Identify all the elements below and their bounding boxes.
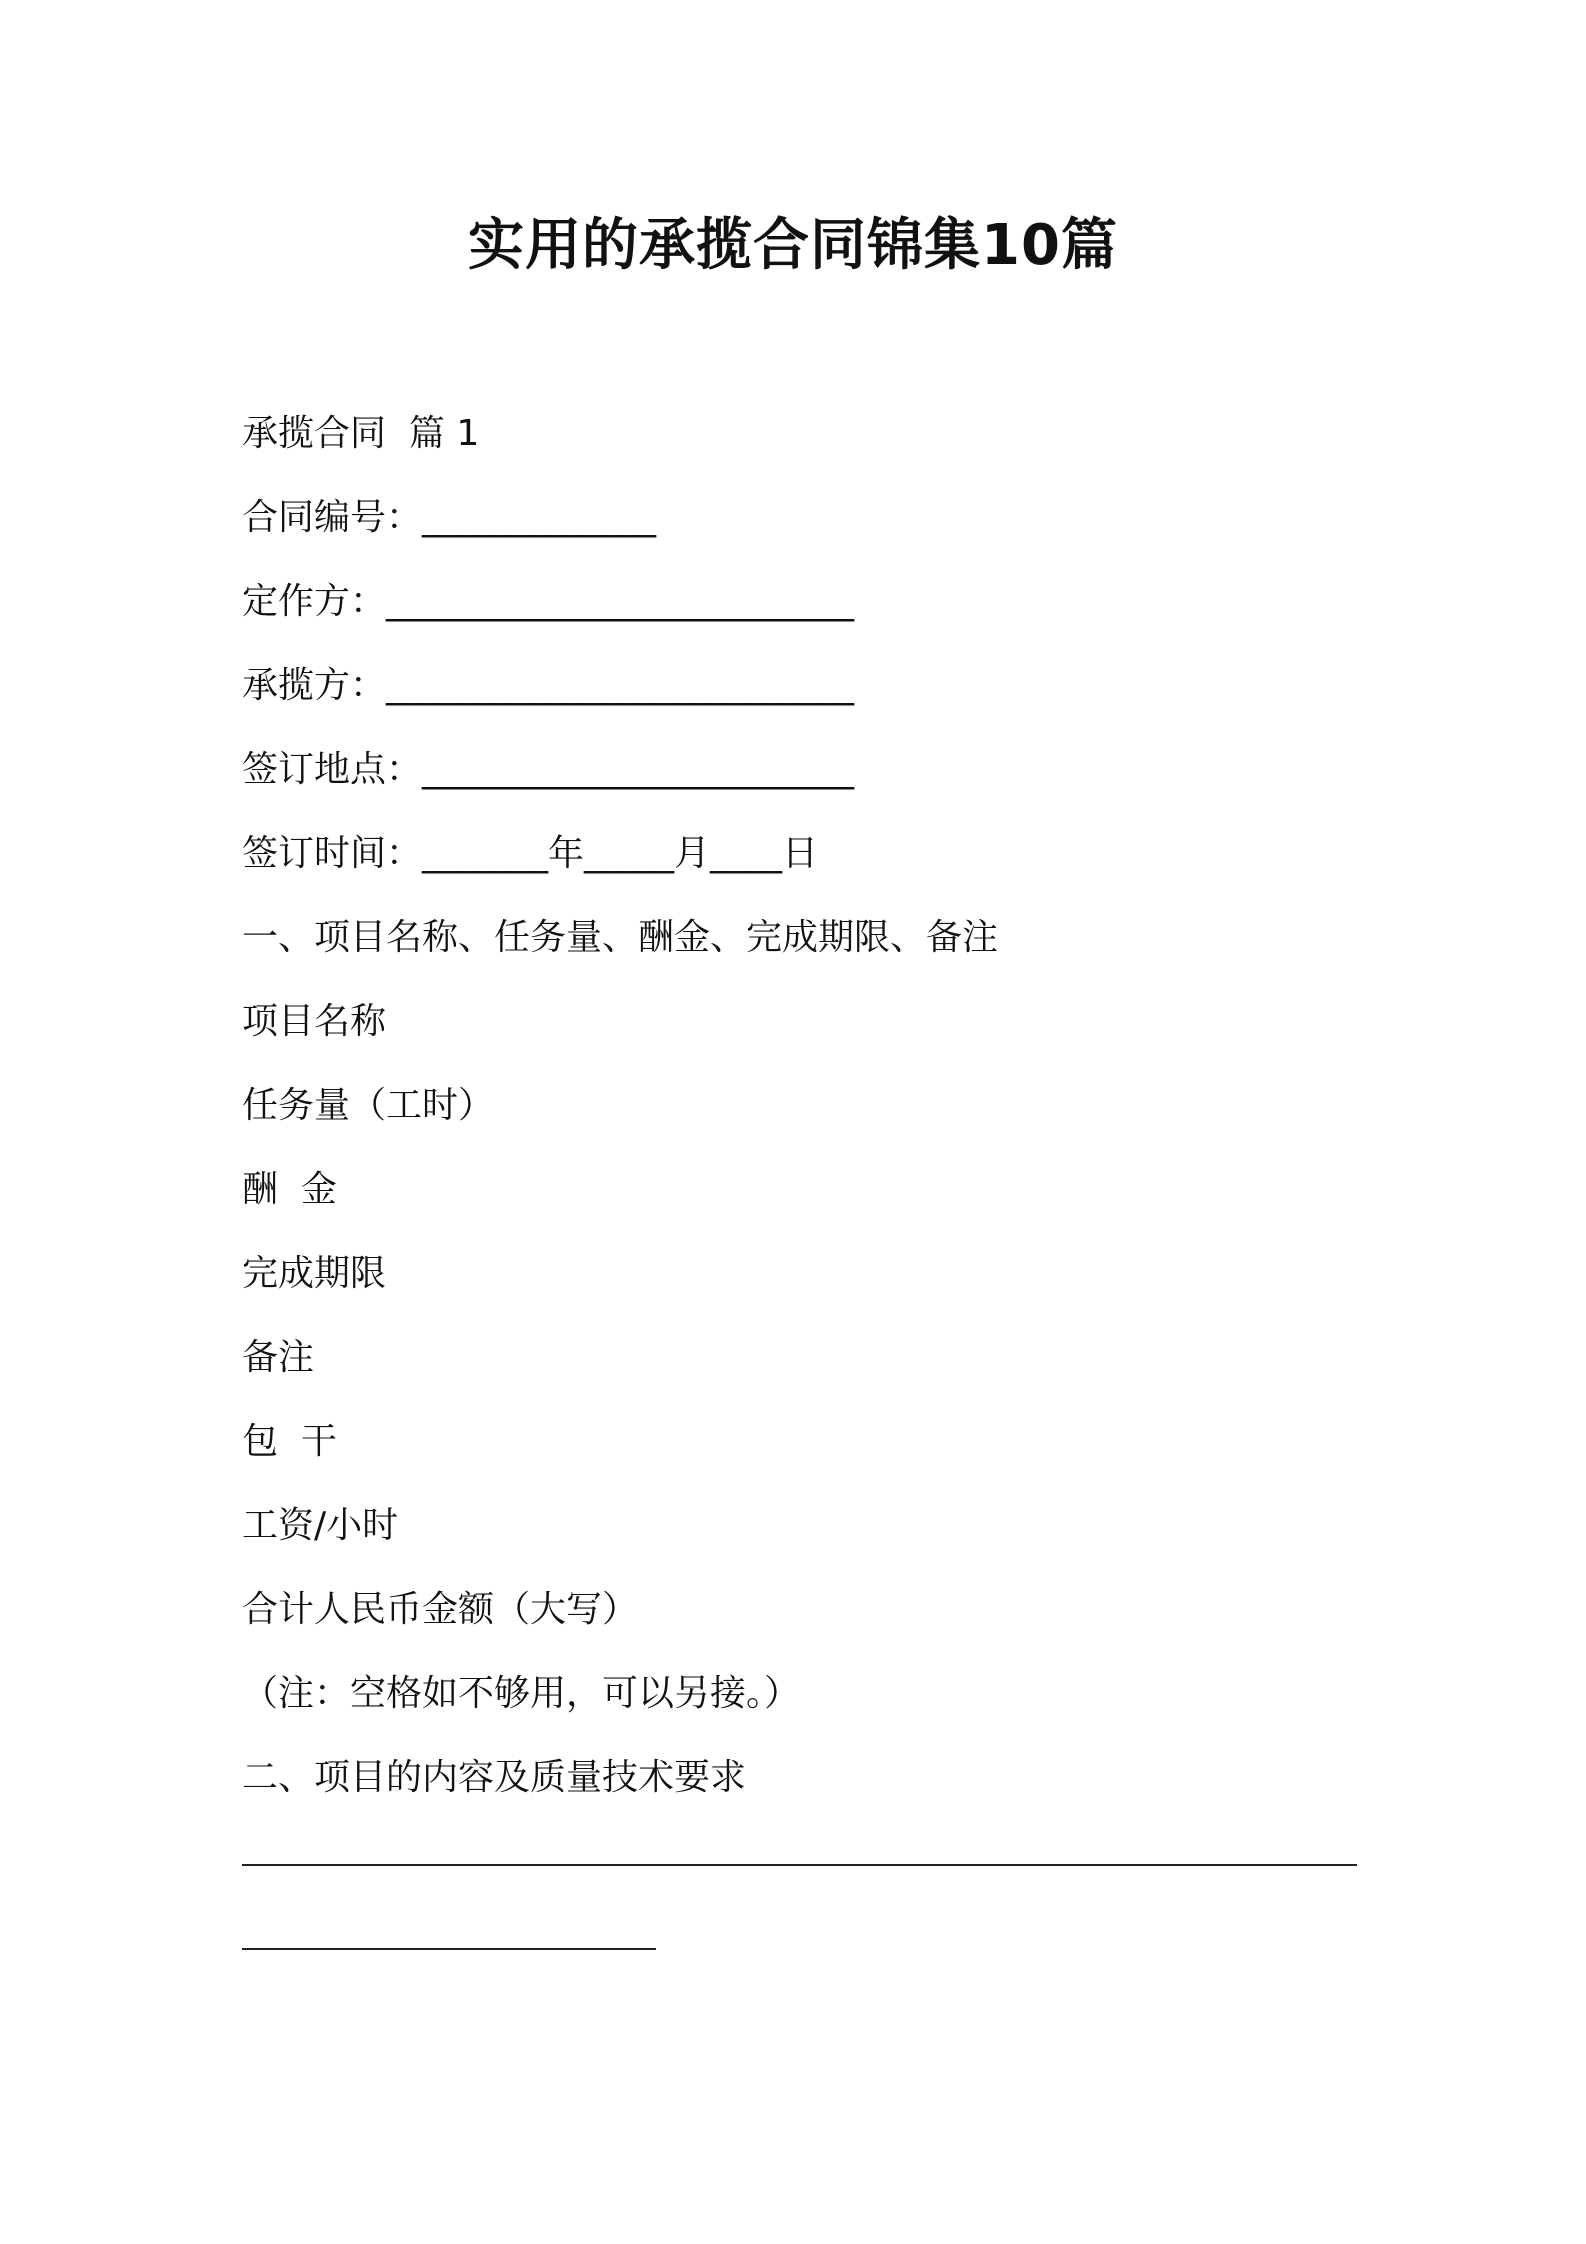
- blank-line-2: [242, 1948, 656, 1950]
- label-deadline: 完成期限: [242, 1253, 387, 1294]
- sign-time-field: 签订时间：_______年_____月____日: [242, 833, 819, 874]
- label-hourly-wage: 工资/小时: [242, 1505, 399, 1546]
- note-text: （注：空格如不够用，可以另接。）: [242, 1673, 801, 1714]
- label-total-amount: 合计人民币金额（大写）: [242, 1589, 639, 1630]
- label-remarks: 备注: [242, 1337, 315, 1378]
- label-lump-sum: 包 干: [242, 1421, 337, 1462]
- section-heading: 承揽合同 篇 1: [242, 413, 480, 454]
- document-title: 实用的承揽合同锦集10篇: [468, 213, 1118, 278]
- label-workload: 任务量（工时）: [242, 1085, 495, 1126]
- orderer-field: 定作方：__________________________: [242, 581, 855, 622]
- section-two-heading: 二、项目的内容及质量技术要求: [242, 1757, 747, 1798]
- section-one-heading: 一、项目名称、任务量、酬金、完成期限、备注: [242, 917, 999, 958]
- label-remuneration: 酬 金: [242, 1169, 337, 1210]
- contractor-field: 承揽方：__________________________: [242, 665, 855, 706]
- blank-line-1: [242, 1864, 1357, 1866]
- label-project-name: 项目名称: [242, 1001, 387, 1042]
- contract-number-field: 合同编号：_____________: [242, 497, 657, 538]
- sign-place-field: 签订地点：________________________: [242, 749, 855, 790]
